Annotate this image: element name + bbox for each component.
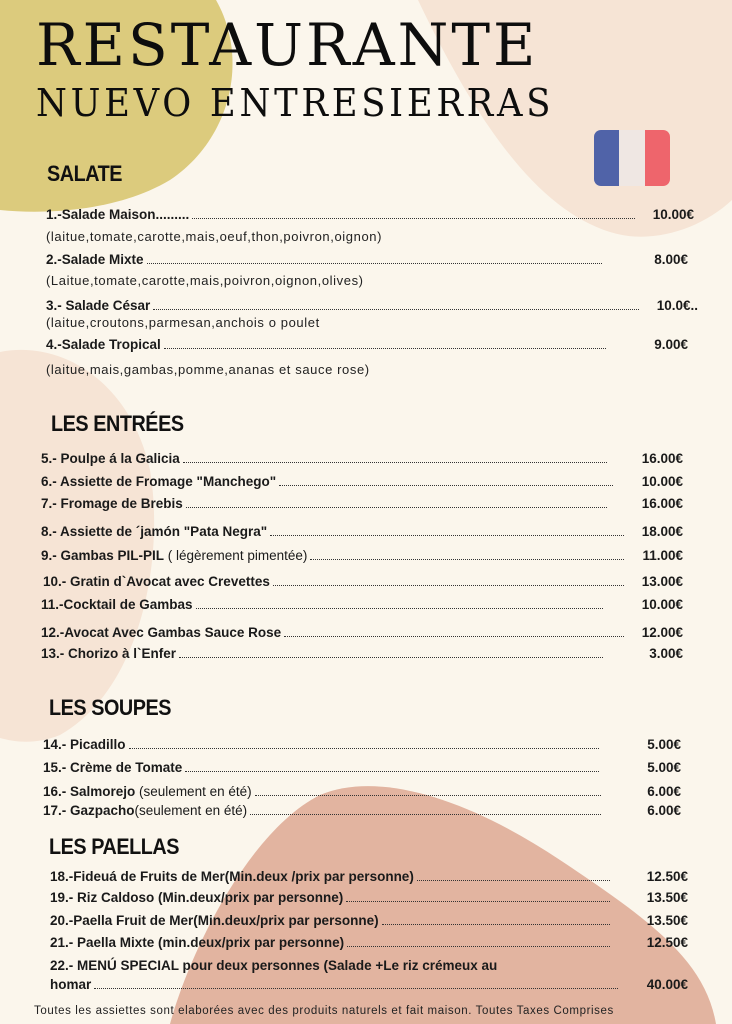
item-note: ( légèrement pimentée) <box>164 548 308 563</box>
item-name: 3.- Salade César <box>46 298 151 313</box>
item-name-continued: homar <box>50 977 92 992</box>
item-name: 4.-Salade Tropical <box>46 337 161 352</box>
item-price: 5.00€ <box>647 737 681 752</box>
item-price: 16.00€ <box>641 451 683 466</box>
menu-item <box>41 451 683 466</box>
item-price: 10.0€.. <box>656 298 698 313</box>
item-name-main: 16.- Salmorejo <box>43 784 136 799</box>
menu-item <box>46 298 698 313</box>
dot-leader <box>273 585 624 586</box>
item-price: 10.00€ <box>641 597 683 612</box>
item-name: 19.- Riz Caldoso (Min.deux/prix par personne) <box>50 890 344 905</box>
item-name: 7.- Fromage de Brebis <box>41 496 183 511</box>
menu-item <box>50 890 688 905</box>
section-title-salate: SALATE <box>47 161 123 186</box>
item-price: 18.00€ <box>641 524 683 539</box>
menu-item <box>41 496 683 511</box>
item-price: 9.00€ <box>654 337 688 352</box>
item-name: 20.-Paella Fruit de Mer(Min.deux/prix par personne) <box>50 913 379 928</box>
dot-leader <box>347 946 610 947</box>
dot-leader <box>196 608 603 609</box>
item-name: 22.- MENÚ SPECIAL pour deux personnes (Salade +Le riz crémeux au <box>50 958 498 973</box>
item-price: 12.50€ <box>646 935 688 950</box>
menu-item <box>50 869 688 884</box>
item-note: (seulement en été) <box>135 784 252 799</box>
item-name: 5.- Poulpe á la Galicia <box>41 451 180 466</box>
menu-item-line2 <box>50 977 688 992</box>
item-name: 6.- Assiette de Fromage "Manchego" <box>41 474 277 489</box>
menu-item <box>50 935 688 950</box>
dot-leader <box>183 462 607 463</box>
item-name: 1.-Salade Maison......... <box>46 207 190 222</box>
item-name: 2.-Salade Mixte <box>46 252 144 267</box>
dot-leader <box>270 535 624 536</box>
item-price: 10.00€ <box>641 474 683 489</box>
restaurant-subtitle: NUEVO ENTRESIERRAS <box>36 81 555 125</box>
section-title-soupes: LES SOUPES <box>49 695 172 720</box>
item-description: (Laitue,tomate,carotte,mais,poivron,oignon,olives) <box>46 273 364 288</box>
item-price: 6.00€ <box>647 784 681 799</box>
menu-item <box>43 760 681 775</box>
dot-leader <box>179 657 603 658</box>
menu-item <box>50 913 688 928</box>
menu-item <box>43 574 683 589</box>
menu-item <box>46 207 694 222</box>
dot-leader <box>164 348 606 349</box>
item-name-main: 17.- Gazpacho <box>43 803 135 818</box>
dot-leader <box>94 988 618 989</box>
menu-item <box>43 784 681 799</box>
dot-leader <box>147 263 602 264</box>
dot-leader <box>255 795 601 796</box>
item-price: 40.00€ <box>646 977 688 992</box>
menu-item <box>41 474 683 489</box>
item-name: 13.- Chorizo à l`Enfer <box>41 646 177 661</box>
dot-leader <box>310 559 624 560</box>
dot-leader <box>129 748 599 749</box>
dot-leader <box>417 880 610 881</box>
dot-leader <box>279 485 613 486</box>
item-name: 8.- Assiette de ´jamón "Pata Negra" <box>41 524 268 539</box>
item-description: (laitue,croutons,parmesan,anchois o poulet <box>46 315 320 330</box>
dot-leader <box>346 901 610 902</box>
footer-note: Toutes les assiettes sont elaborées avec des produits naturels et fait maison. Toutes Taxes Comprises <box>34 1005 614 1017</box>
dot-leader <box>250 814 601 815</box>
item-name: 11.-Cocktail de Gambas <box>41 597 193 612</box>
menu-item <box>41 625 683 640</box>
menu-item <box>46 337 688 352</box>
menu-item <box>41 524 683 539</box>
item-name: 15.- Crème de Tomate <box>43 760 183 775</box>
dot-leader <box>186 507 607 508</box>
item-description: (laitue,tomate,carotte,mais,oeuf,thon,poivron,oignon) <box>46 229 383 244</box>
item-price: 10.00€ <box>652 207 694 222</box>
item-name <box>43 784 252 799</box>
item-name: 18.-Fideuá de Fruits de Mer(Min.deux /prix par personne) <box>50 869 414 884</box>
item-name: 12.-Avocat Avec Gambas Sauce Rose <box>41 625 282 640</box>
section-title-paellas: LES PAELLAS <box>49 834 180 859</box>
item-name <box>43 803 247 818</box>
item-name: 10.- Gratin d`Avocat avec Crevettes <box>43 574 270 589</box>
item-price: 8.00€ <box>654 252 688 267</box>
restaurant-title: RESTAURANTE <box>36 11 539 79</box>
dot-leader <box>382 924 610 925</box>
item-price: 5.00€ <box>647 760 681 775</box>
dot-leader <box>192 218 635 219</box>
item-price: 12.00€ <box>641 625 683 640</box>
menu-item <box>41 597 683 612</box>
item-price: 16.00€ <box>641 496 683 511</box>
item-price: 13.50€ <box>646 890 688 905</box>
item-price: 13.00€ <box>641 574 683 589</box>
item-description: (laitue,mais,gambas,pomme,ananas et sauce rose) <box>46 362 370 377</box>
menu-item <box>46 252 688 267</box>
menu-item <box>43 737 681 752</box>
item-name <box>41 548 307 563</box>
menu-item-line1 <box>50 958 497 973</box>
item-name-main: 9.- Gambas PIL-PIL <box>41 548 165 563</box>
menu-item <box>41 548 683 563</box>
item-name: 14.- Picadillo <box>43 737 126 752</box>
section-title-entrees: LES ENTRÉES <box>51 411 184 436</box>
item-price: 6.00€ <box>647 803 681 818</box>
dot-leader <box>153 309 639 310</box>
item-name: 21.- Paella Mixte (min.deux/prix par personne) <box>50 935 345 950</box>
item-price: 12.50€ <box>646 869 688 884</box>
dot-leader <box>185 771 599 772</box>
dot-leader <box>284 636 624 637</box>
france-flag-icon[interactable] <box>594 130 670 186</box>
menu-item <box>43 803 681 818</box>
item-note: (seulement en été) <box>134 803 248 818</box>
item-price: 11.00€ <box>642 548 683 563</box>
item-price: 13.50€ <box>646 913 688 928</box>
menu-item <box>41 646 683 661</box>
item-price: 3.00€ <box>649 646 683 661</box>
